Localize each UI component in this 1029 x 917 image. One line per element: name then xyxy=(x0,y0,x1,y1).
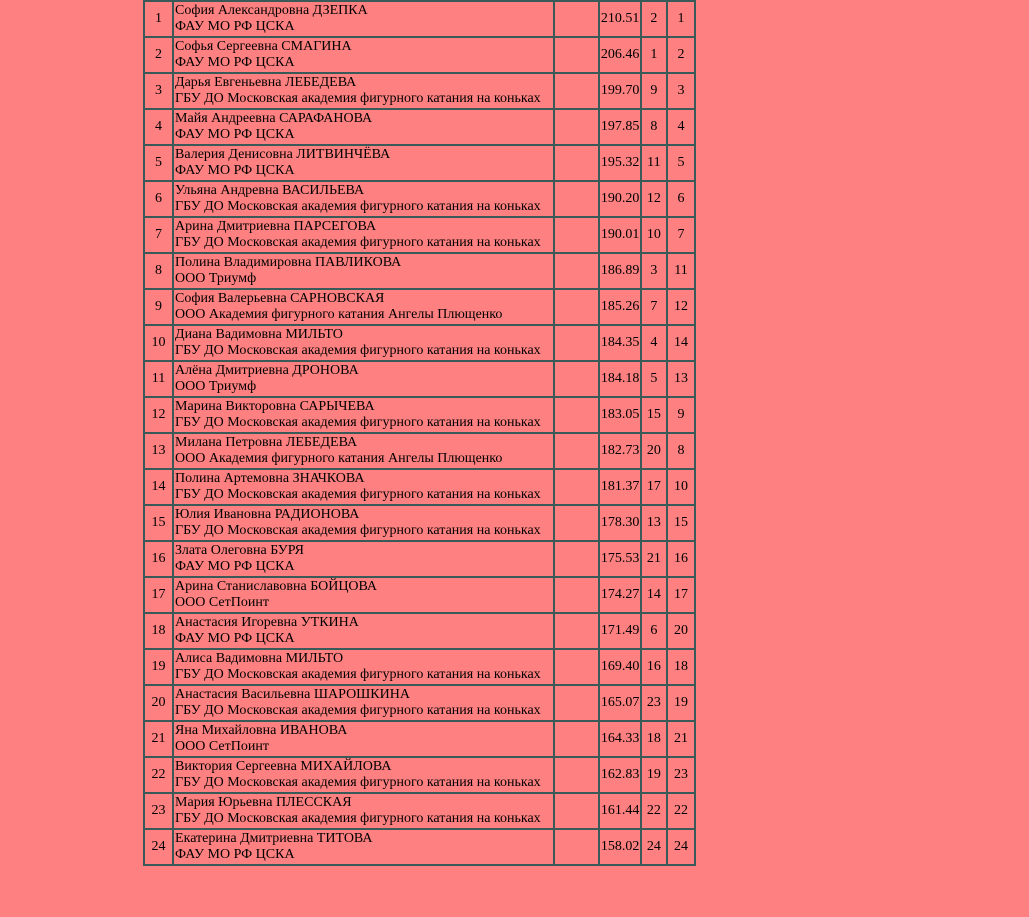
skater-name: Ульяна Андревна ВАСИЛЬЕВА xyxy=(175,183,365,198)
short-program-place-cell: 15 xyxy=(641,397,667,433)
club-name: ООО Триумф xyxy=(175,271,257,286)
free-skate-place-cell: 4 xyxy=(667,109,695,145)
skater-name: Екатерина Дмитриевна ТИТОВА xyxy=(175,831,373,846)
skater-name: Анастасия Васильевна ШАРОШКИНА xyxy=(175,687,410,702)
skater-cell xyxy=(173,109,554,145)
free-skate-place-cell: 9 xyxy=(667,397,695,433)
place-cell: 4 xyxy=(144,109,173,145)
free-skate-place-cell: 10 xyxy=(667,469,695,505)
skater-cell xyxy=(173,397,554,433)
skater-name: София Валерьевна САРНОВСКАЯ xyxy=(175,291,385,306)
skater-name: Арина Станиславовна БОЙЦОВА xyxy=(175,579,378,594)
short-program-place-cell: 12 xyxy=(641,181,667,217)
place-cell: 19 xyxy=(144,649,173,685)
table-row xyxy=(144,649,695,685)
place-cell: 6 xyxy=(144,181,173,217)
short-program-place-cell: 11 xyxy=(641,145,667,181)
empty-cell xyxy=(554,505,599,541)
place-cell: 3 xyxy=(144,73,173,109)
short-program-place-cell: 14 xyxy=(641,577,667,613)
skater-name: Валерия Денисовна ЛИТВИНЧЁВА xyxy=(175,147,391,162)
free-skate-place-cell: 21 xyxy=(667,721,695,757)
place-cell: 1 xyxy=(144,1,173,37)
free-skate-place-cell: 15 xyxy=(667,505,695,541)
short-program-place-cell: 16 xyxy=(641,649,667,685)
place-cell: 13 xyxy=(144,433,173,469)
short-program-place-cell: 4 xyxy=(641,325,667,361)
free-skate-place-cell: 6 xyxy=(667,181,695,217)
table-row xyxy=(144,109,695,145)
table-row xyxy=(144,145,695,181)
free-skate-place-cell: 14 xyxy=(667,325,695,361)
short-program-place-cell: 21 xyxy=(641,541,667,577)
total-score-cell: 181.37 xyxy=(599,469,641,505)
table-row xyxy=(144,469,695,505)
total-score-cell: 182.73 xyxy=(599,433,641,469)
table-row xyxy=(144,397,695,433)
skater-cell xyxy=(173,145,554,181)
place-cell: 24 xyxy=(144,829,173,865)
skater-name: Виктория Сергеевна МИХАЙЛОВА xyxy=(175,759,392,774)
club-name: ГБУ ДО Московская академия фигурного катания на коньках xyxy=(175,343,541,358)
table-row xyxy=(144,793,695,829)
table-row xyxy=(144,541,695,577)
total-score-cell: 169.40 xyxy=(599,649,641,685)
short-program-place-cell: 22 xyxy=(641,793,667,829)
table-row xyxy=(144,217,695,253)
short-program-place-cell: 5 xyxy=(641,361,667,397)
total-score-cell: 190.01 xyxy=(599,217,641,253)
skater-name: Яна Михайловна ИВАНОВА xyxy=(175,723,348,738)
empty-cell xyxy=(554,109,599,145)
skater-cell xyxy=(173,73,554,109)
total-score-cell: 184.18 xyxy=(599,361,641,397)
skater-name: Диана Вадимовна МИЛЬТО xyxy=(175,327,343,342)
empty-cell xyxy=(554,649,599,685)
short-program-place-cell: 13 xyxy=(641,505,667,541)
empty-cell xyxy=(554,253,599,289)
club-name: ГБУ ДО Московская академия фигурного катания на коньках xyxy=(175,811,541,826)
empty-cell xyxy=(554,1,599,37)
results-table xyxy=(143,0,696,866)
skater-name: Анастасия Игоревна УТКИНА xyxy=(175,615,359,630)
empty-cell xyxy=(554,73,599,109)
total-score-cell: 165.07 xyxy=(599,685,641,721)
total-score-cell: 210.51 xyxy=(599,1,641,37)
total-score-cell: 199.70 xyxy=(599,73,641,109)
free-skate-place-cell: 5 xyxy=(667,145,695,181)
table-row xyxy=(144,505,695,541)
place-cell: 5 xyxy=(144,145,173,181)
empty-cell xyxy=(554,217,599,253)
total-score-cell: 171.49 xyxy=(599,613,641,649)
skater-cell xyxy=(173,613,554,649)
total-score-cell: 178.30 xyxy=(599,505,641,541)
empty-cell xyxy=(554,325,599,361)
club-name: ГБУ ДО Московская академия фигурного катания на коньках xyxy=(175,523,541,538)
short-program-place-cell: 10 xyxy=(641,217,667,253)
table-row xyxy=(144,757,695,793)
skater-name: Полина Артемовна ЗНАЧКОВА xyxy=(175,471,365,486)
free-skate-place-cell: 1 xyxy=(667,1,695,37)
total-score-cell: 190.20 xyxy=(599,181,641,217)
place-cell: 2 xyxy=(144,37,173,73)
club-name: ГБУ ДО Московская академия фигурного катания на коньках xyxy=(175,667,541,682)
empty-cell xyxy=(554,757,599,793)
total-score-cell: 195.32 xyxy=(599,145,641,181)
skater-cell xyxy=(173,757,554,793)
place-cell: 7 xyxy=(144,217,173,253)
club-name: ООО Триумф xyxy=(175,379,257,394)
free-skate-place-cell: 8 xyxy=(667,433,695,469)
club-name: ФАУ МО РФ ЦСКА xyxy=(175,127,295,142)
total-score-cell: 186.89 xyxy=(599,253,641,289)
short-program-place-cell: 1 xyxy=(641,37,667,73)
club-name: ГБУ ДО Московская академия фигурного катания на коньках xyxy=(175,199,541,214)
place-cell: 10 xyxy=(144,325,173,361)
total-score-cell: 197.85 xyxy=(599,109,641,145)
skater-cell xyxy=(173,1,554,37)
table-row xyxy=(144,73,695,109)
skater-name: Мария Юрьевна ПЛЕССКАЯ xyxy=(175,795,352,810)
skater-cell xyxy=(173,685,554,721)
free-skate-place-cell: 13 xyxy=(667,361,695,397)
club-name: ФАУ МО РФ ЦСКА xyxy=(175,19,295,34)
table-row xyxy=(144,613,695,649)
short-program-place-cell: 8 xyxy=(641,109,667,145)
table-row xyxy=(144,685,695,721)
skater-name: Дарья Евгеньевна ЛЕБЕДЕВА xyxy=(175,75,357,90)
empty-cell xyxy=(554,397,599,433)
skater-name: Алёна Дмитриевна ДРОНОВА xyxy=(175,363,359,378)
total-score-cell: 174.27 xyxy=(599,577,641,613)
table-row xyxy=(144,577,695,613)
empty-cell xyxy=(554,181,599,217)
results-table-body xyxy=(144,1,695,865)
empty-cell xyxy=(554,577,599,613)
club-name: ФАУ МО РФ ЦСКА xyxy=(175,55,295,70)
club-name: ООО Академия фигурного катания Ангелы Плющенко xyxy=(175,451,503,466)
free-skate-place-cell: 23 xyxy=(667,757,695,793)
short-program-place-cell: 20 xyxy=(641,433,667,469)
free-skate-place-cell: 18 xyxy=(667,649,695,685)
skater-name: Алиса Вадимовна МИЛЬТО xyxy=(175,651,344,666)
club-name: ФАУ МО РФ ЦСКА xyxy=(175,631,295,646)
club-name: ООО Академия фигурного катания Ангелы Плющенко xyxy=(175,307,503,322)
short-program-place-cell: 3 xyxy=(641,253,667,289)
short-program-place-cell: 9 xyxy=(641,73,667,109)
skater-cell xyxy=(173,541,554,577)
free-skate-place-cell: 3 xyxy=(667,73,695,109)
free-skate-place-cell: 2 xyxy=(667,37,695,73)
empty-cell xyxy=(554,145,599,181)
club-name: ФАУ МО РФ ЦСКА xyxy=(175,163,295,178)
table-row xyxy=(144,1,695,37)
place-cell: 9 xyxy=(144,289,173,325)
skater-cell xyxy=(173,325,554,361)
free-skate-place-cell: 22 xyxy=(667,793,695,829)
place-cell: 14 xyxy=(144,469,173,505)
club-name: ФАУ МО РФ ЦСКА xyxy=(175,559,295,574)
table-row xyxy=(144,253,695,289)
total-score-cell: 164.33 xyxy=(599,721,641,757)
empty-cell xyxy=(554,289,599,325)
place-cell: 8 xyxy=(144,253,173,289)
place-cell: 22 xyxy=(144,757,173,793)
free-skate-place-cell: 11 xyxy=(667,253,695,289)
skater-name: Злата Олеговна БУРЯ xyxy=(175,543,304,558)
skater-cell xyxy=(173,577,554,613)
table-row xyxy=(144,181,695,217)
skater-cell xyxy=(173,361,554,397)
skater-cell xyxy=(173,793,554,829)
empty-cell xyxy=(554,721,599,757)
skater-name: Майя Андреевна САРАФАНОВА xyxy=(175,111,373,126)
place-cell: 17 xyxy=(144,577,173,613)
short-program-place-cell: 18 xyxy=(641,721,667,757)
place-cell: 20 xyxy=(144,685,173,721)
free-skate-place-cell: 19 xyxy=(667,685,695,721)
skater-cell xyxy=(173,505,554,541)
skater-cell xyxy=(173,253,554,289)
empty-cell xyxy=(554,793,599,829)
total-score-cell: 185.26 xyxy=(599,289,641,325)
table-row xyxy=(144,433,695,469)
skater-name: Арина Дмитриевна ПАРСЕГОВА xyxy=(175,219,377,234)
short-program-place-cell: 2 xyxy=(641,1,667,37)
skater-name: Софья Сергеевна СМАГИНА xyxy=(175,39,352,54)
skater-cell xyxy=(173,649,554,685)
skater-name: Марина Викторовна САРЫЧЕВА xyxy=(175,399,375,414)
skater-name: Юлия Ивановна РАДИОНОВА xyxy=(175,507,360,522)
skater-cell xyxy=(173,181,554,217)
total-score-cell: 206.46 xyxy=(599,37,641,73)
empty-cell xyxy=(554,685,599,721)
empty-cell xyxy=(554,829,599,865)
skater-name: Полина Владимировна ПАВЛИКОВА xyxy=(175,255,402,270)
club-name: ГБУ ДО Московская академия фигурного катания на коньках xyxy=(175,487,541,502)
total-score-cell: 162.83 xyxy=(599,757,641,793)
place-cell: 11 xyxy=(144,361,173,397)
table-row xyxy=(144,289,695,325)
empty-cell xyxy=(554,613,599,649)
free-skate-place-cell: 7 xyxy=(667,217,695,253)
skater-name: София Александровна ДЗЕПКА xyxy=(175,3,368,18)
club-name: ГБУ ДО Московская академия фигурного катания на коньках xyxy=(175,91,541,106)
short-program-place-cell: 6 xyxy=(641,613,667,649)
club-name: ФАУ МО РФ ЦСКА xyxy=(175,847,295,862)
club-name: ГБУ ДО Московская академия фигурного катания на коньках xyxy=(175,775,541,790)
short-program-place-cell: 17 xyxy=(641,469,667,505)
place-cell: 12 xyxy=(144,397,173,433)
short-program-place-cell: 19 xyxy=(641,757,667,793)
free-skate-place-cell: 24 xyxy=(667,829,695,865)
club-name: ГБУ ДО Московская академия фигурного катания на коньках xyxy=(175,235,541,250)
short-program-place-cell: 7 xyxy=(641,289,667,325)
skater-cell xyxy=(173,721,554,757)
total-score-cell: 175.53 xyxy=(599,541,641,577)
table-row xyxy=(144,829,695,865)
place-cell: 15 xyxy=(144,505,173,541)
empty-cell xyxy=(554,469,599,505)
table-row xyxy=(144,721,695,757)
empty-cell xyxy=(554,361,599,397)
total-score-cell: 158.02 xyxy=(599,829,641,865)
table-row xyxy=(144,325,695,361)
club-name: ООО СетПоинт xyxy=(175,739,269,754)
skater-cell xyxy=(173,217,554,253)
empty-cell xyxy=(554,37,599,73)
club-name: ООО СетПоинт xyxy=(175,595,269,610)
skater-cell xyxy=(173,469,554,505)
club-name: ГБУ ДО Московская академия фигурного катания на коньках xyxy=(175,415,541,430)
short-program-place-cell: 24 xyxy=(641,829,667,865)
free-skate-place-cell: 17 xyxy=(667,577,695,613)
free-skate-place-cell: 16 xyxy=(667,541,695,577)
place-cell: 18 xyxy=(144,613,173,649)
club-name: ГБУ ДО Московская академия фигурного катания на коньках xyxy=(175,703,541,718)
empty-cell xyxy=(554,433,599,469)
skater-cell xyxy=(173,433,554,469)
total-score-cell: 184.35 xyxy=(599,325,641,361)
skater-cell xyxy=(173,37,554,73)
table-row xyxy=(144,37,695,73)
skater-cell xyxy=(173,829,554,865)
place-cell: 16 xyxy=(144,541,173,577)
short-program-place-cell: 23 xyxy=(641,685,667,721)
free-skate-place-cell: 20 xyxy=(667,613,695,649)
skater-cell xyxy=(173,289,554,325)
free-skate-place-cell: 12 xyxy=(667,289,695,325)
empty-cell xyxy=(554,541,599,577)
place-cell: 21 xyxy=(144,721,173,757)
total-score-cell: 183.05 xyxy=(599,397,641,433)
total-score-cell: 161.44 xyxy=(599,793,641,829)
table-row xyxy=(144,361,695,397)
skater-name: Милана Петровна ЛЕБЕДЕВА xyxy=(175,435,358,450)
place-cell: 23 xyxy=(144,793,173,829)
